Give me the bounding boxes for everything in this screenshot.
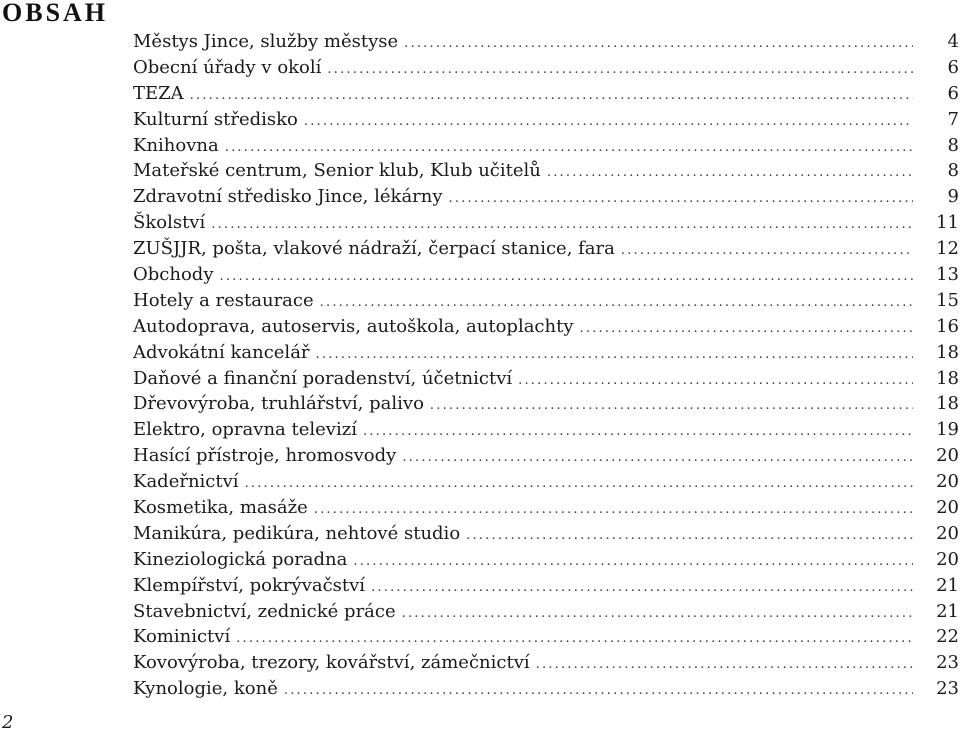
toc-entry xyxy=(133,573,959,599)
toc-entry-page: 7 xyxy=(947,108,959,130)
toc-entry-page: 18 xyxy=(936,393,959,415)
toc-entry-title: Kosmetika, masáže xyxy=(133,497,308,519)
toc-entry-title: Kadeřnictví xyxy=(133,471,239,493)
toc-entry-page: 8 xyxy=(947,160,959,182)
toc-entry-page: 20 xyxy=(936,471,959,493)
toc-entry-page: 23 xyxy=(936,678,959,700)
toc-entry-title: Hasící přístroje, hromosvody xyxy=(133,445,397,467)
toc-entry-title: Hotely a restaurace xyxy=(133,289,314,311)
dot-leader xyxy=(284,678,913,704)
toc-entry-title: Školství xyxy=(133,212,206,234)
toc-entry-page: 16 xyxy=(936,315,959,337)
toc-entry-page: 18 xyxy=(936,367,959,389)
toc-entry-title: Knihovna xyxy=(133,134,219,156)
dot-leader xyxy=(547,160,913,186)
toc-entry-page: 9 xyxy=(947,186,959,208)
toc-entry xyxy=(133,236,959,262)
toc-entry xyxy=(133,676,959,702)
dot-leader xyxy=(211,212,913,238)
toc-entry-title: Městys Jince, služby městyse xyxy=(133,31,399,52)
toc-entry xyxy=(133,391,959,417)
toc-entry-title: Kynologie, koně xyxy=(133,678,278,700)
toc-entry xyxy=(133,599,959,625)
dot-leader xyxy=(236,626,913,652)
toc-entry-page: 23 xyxy=(936,652,959,674)
toc-entry-page: 20 xyxy=(936,548,959,570)
dot-leader xyxy=(518,368,913,394)
toc-entry-title: Stavebnictví, zednické práce xyxy=(133,600,396,622)
toc-entry-page: 20 xyxy=(936,497,959,519)
dot-leader xyxy=(621,238,913,264)
toc-entry-title: Obchody xyxy=(133,264,214,286)
toc-entry xyxy=(133,495,959,521)
toc-entry xyxy=(133,314,959,340)
dot-leader xyxy=(245,471,913,497)
toc-entry xyxy=(133,417,959,443)
dot-leader xyxy=(404,31,913,57)
toc-entry-page: 11 xyxy=(936,212,959,234)
toc-entry-title: Kominictví xyxy=(133,626,231,648)
dot-leader xyxy=(466,523,913,549)
dot-leader xyxy=(190,83,913,109)
toc-entry-title: Kineziologická poradna xyxy=(133,548,348,570)
toc-entry-title: ZUŠJJR, pošta, vlakové nádraží, čerpací stanice, fara xyxy=(133,238,615,260)
toc-entry-title: Elektro, opravna televizí xyxy=(133,419,357,441)
page-number: 2 xyxy=(2,712,14,733)
dot-leader xyxy=(402,445,913,471)
dot-leader xyxy=(314,497,913,523)
toc-entry xyxy=(133,158,959,184)
dot-leader xyxy=(327,57,913,83)
toc-entry xyxy=(133,521,959,547)
toc-entry xyxy=(133,81,959,107)
toc-entry-page: 19 xyxy=(936,419,959,441)
dot-leader xyxy=(363,419,913,445)
toc-entry-page: 18 xyxy=(936,341,959,363)
toc-entry-page: 15 xyxy=(936,289,959,311)
toc-entry xyxy=(133,55,959,81)
toc-entry-title: TEZA xyxy=(133,82,184,104)
toc-entry xyxy=(133,288,959,314)
toc-entry-page: 4 xyxy=(947,31,959,52)
toc-entry xyxy=(133,210,959,236)
toc-entry xyxy=(133,29,959,55)
table-of-contents xyxy=(133,29,959,702)
toc-entry-page: 8 xyxy=(947,134,959,156)
toc-entry-page: 22 xyxy=(936,626,959,648)
dot-leader xyxy=(219,264,913,290)
toc-entry-title: Advokátní kancelář xyxy=(133,341,310,363)
dot-leader xyxy=(430,393,913,419)
toc-heading: OBSAH xyxy=(2,0,109,27)
toc-entry-page: 21 xyxy=(936,600,959,622)
toc-entry-page: 20 xyxy=(936,445,959,467)
toc-entry xyxy=(133,184,959,210)
toc-entry xyxy=(133,469,959,495)
dot-leader xyxy=(371,575,913,601)
dot-leader xyxy=(449,186,913,212)
toc-entry xyxy=(133,366,959,392)
toc-entry-title: Kulturní středisko xyxy=(133,108,298,130)
toc-entry-title: Mateřské centrum, Senior klub, Klub učitelů xyxy=(133,160,541,182)
toc-entry xyxy=(133,547,959,573)
dot-leader xyxy=(304,109,913,135)
dot-leader xyxy=(580,316,913,342)
toc-entry-title: Dřevovýroba, truhlářství, palivo xyxy=(133,393,424,415)
toc-entry-page: 21 xyxy=(936,574,959,596)
toc-entry-title: Autodoprava, autoservis, autoškola, autoplachty xyxy=(133,315,574,337)
toc-entry-page: 12 xyxy=(936,238,959,260)
toc-entry-title: Manikúra, pedikúra, nehtové studio xyxy=(133,522,461,544)
toc-entry xyxy=(133,107,959,133)
toc-entry-title: Zdravotní středisko Jince, lékárny xyxy=(133,186,443,208)
toc-entry-page: 13 xyxy=(936,264,959,286)
toc-entry xyxy=(133,262,959,288)
toc-entry-page: 6 xyxy=(947,56,959,78)
toc-entry xyxy=(133,443,959,469)
toc-entry-title: Klempířství, pokrývačství xyxy=(133,574,366,596)
dot-leader xyxy=(316,342,913,368)
toc-entry xyxy=(133,624,959,650)
toc-entry xyxy=(133,340,959,366)
dot-leader xyxy=(353,549,913,575)
dot-leader xyxy=(536,652,913,678)
toc-entry xyxy=(133,133,959,159)
toc-entry-title: Kovovýroba, trezory, kovářství, zámečnictví xyxy=(133,652,530,674)
toc-entry-title: Obecní úřady v okolí xyxy=(133,56,322,78)
dot-leader xyxy=(320,290,913,316)
toc-entry xyxy=(133,650,959,676)
toc-entry-title: Daňové a finanční poradenství, účetnictví xyxy=(133,367,513,389)
toc-entry-page: 20 xyxy=(936,522,959,544)
dot-leader xyxy=(225,135,913,161)
dot-leader xyxy=(402,601,913,627)
toc-entry-page: 6 xyxy=(947,82,959,104)
